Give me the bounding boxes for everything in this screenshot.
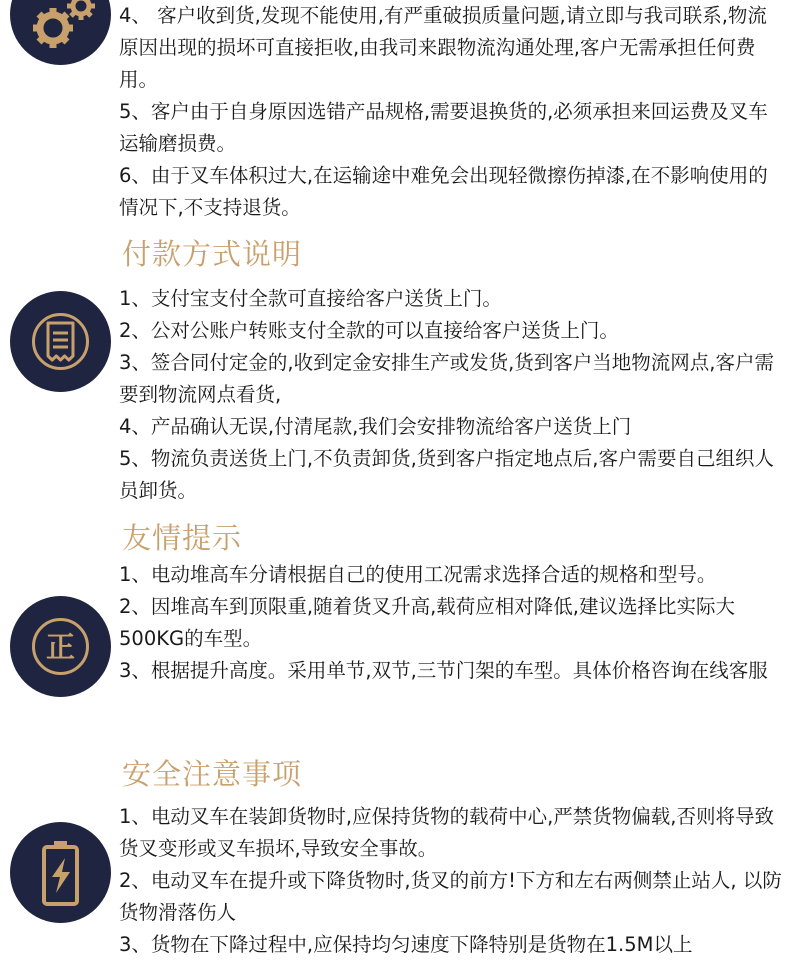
section-icon-gears — [10, 0, 111, 65]
list-item: 1、支付宝支付全款可直接给客户送货上门。 — [119, 287, 502, 310]
gears-icon — [10, 0, 111, 65]
list-item: 5、客户由于自身原因选错产品规格,需要退换货的,必须承担来回运费及叉车运输磨损费。 — [119, 100, 768, 155]
receipt-icon — [10, 291, 111, 392]
list-item: 3、根据提升高度。采用单节,双节,三节门架的车型。具体价格咨询在线客服 — [119, 659, 768, 682]
list-item: 1、电动叉车在装卸货物时,应保持货物的载荷中心,严禁货物偏载,否则将导致货叉变形或叉车损坏,导致安全事故。 — [119, 805, 775, 860]
list-item: 2、因堆高车到顶限重,随着货叉升高,载荷应相对降低,建议选择比实际大500KG的车型。 — [119, 595, 736, 650]
section-icon-seal — [10, 596, 111, 697]
section-3-body — [119, 801, 785, 961]
list-item: 4、产品确认无误,付清尾款,我们会安排物流给客户送货上门 — [119, 415, 632, 438]
list-item: 3、签合同付定金的,收到定金安排生产或发货,货到客户当地物流网点,客户需要到物流网点看货, — [119, 351, 775, 406]
section-title-safety: 安全注意事项 — [122, 757, 303, 791]
seal-char: 正 — [45, 630, 76, 664]
battery-bolt-icon — [10, 822, 111, 923]
section-2-body — [119, 559, 785, 687]
list-item: 3、货物在下降过程中,应保持均匀速度下降特别是货物在1.5M以上 — [119, 933, 693, 956]
list-item: 2、电动叉车在提升或下降货物时,货叉的前方!下方和左右两侧禁止站人, 以防货物滑落伤人 — [119, 869, 782, 924]
section-1-body — [119, 283, 785, 507]
list-item: 4、 客户收到货,发现不能使用,有严重破损质量问题,请立即与我司联系,物流原因出现的损坏可直接拒收,由我司来跟物流沟通处理,客户无需承担任何费用。 — [119, 4, 767, 91]
section-0-body — [119, 0, 785, 224]
list-item: 2、公对公账户转账支付全款的可以直接给客户送货上门。 — [119, 319, 619, 342]
section-icon-receipt — [10, 291, 111, 392]
section-title-payment: 付款方式说明 — [122, 237, 303, 271]
section-icon-battery — [10, 822, 111, 923]
list-item: 5、物流负责送货上门,不负责卸货,货到客户指定地点后,客户需要自己组织人员卸货。 — [119, 447, 775, 502]
list-item: 6、由于叉车体积过大,在运输途中难免会出现轻微擦伤掉漆,在不影响使用的情况下,不支持退货。 — [119, 164, 768, 219]
zheng-seal-icon — [10, 596, 111, 697]
list-item: 1、电动堆高车分请根据自己的使用工况需求选择合适的规格和型号。 — [119, 563, 717, 586]
section-title-tips: 友情提示 — [122, 521, 243, 555]
